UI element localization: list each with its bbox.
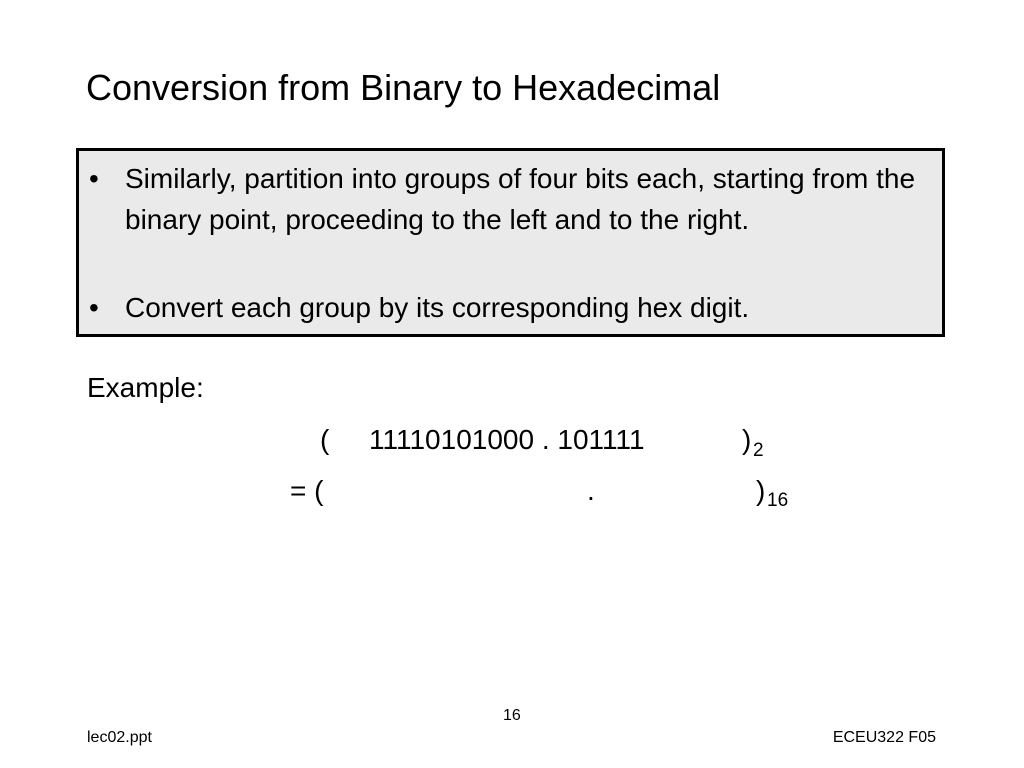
- equals-open-paren: = (: [290, 475, 324, 506]
- base-subscript: 2: [753, 440, 764, 461]
- bullet-box: [76, 148, 945, 337]
- example-label: Example:: [87, 372, 204, 403]
- hex-point: .: [587, 475, 595, 506]
- base-subscript: 16: [767, 490, 789, 511]
- slide-title: Conversion from Binary to Hexadecimal: [86, 67, 721, 108]
- close-paren: ): [742, 424, 752, 455]
- footer-course: ECEU322 F05: [832, 729, 936, 746]
- bullet-text: Convert each group by its corresponding hex digit.: [125, 292, 750, 323]
- page-number: 16: [503, 707, 521, 724]
- bullet-marker: •: [89, 292, 99, 323]
- open-paren: (: [320, 424, 330, 455]
- bullet-text: Similarly, partition into groups of four bits each, starting from the binary point, proceeding to the left and to the right.: [125, 163, 916, 235]
- binary-value: 11110101000 . 101111: [369, 424, 645, 455]
- close-paren: ): [756, 475, 766, 506]
- bullet-marker: •: [89, 163, 99, 194]
- footer-filename: lec02.ppt: [87, 729, 152, 746]
